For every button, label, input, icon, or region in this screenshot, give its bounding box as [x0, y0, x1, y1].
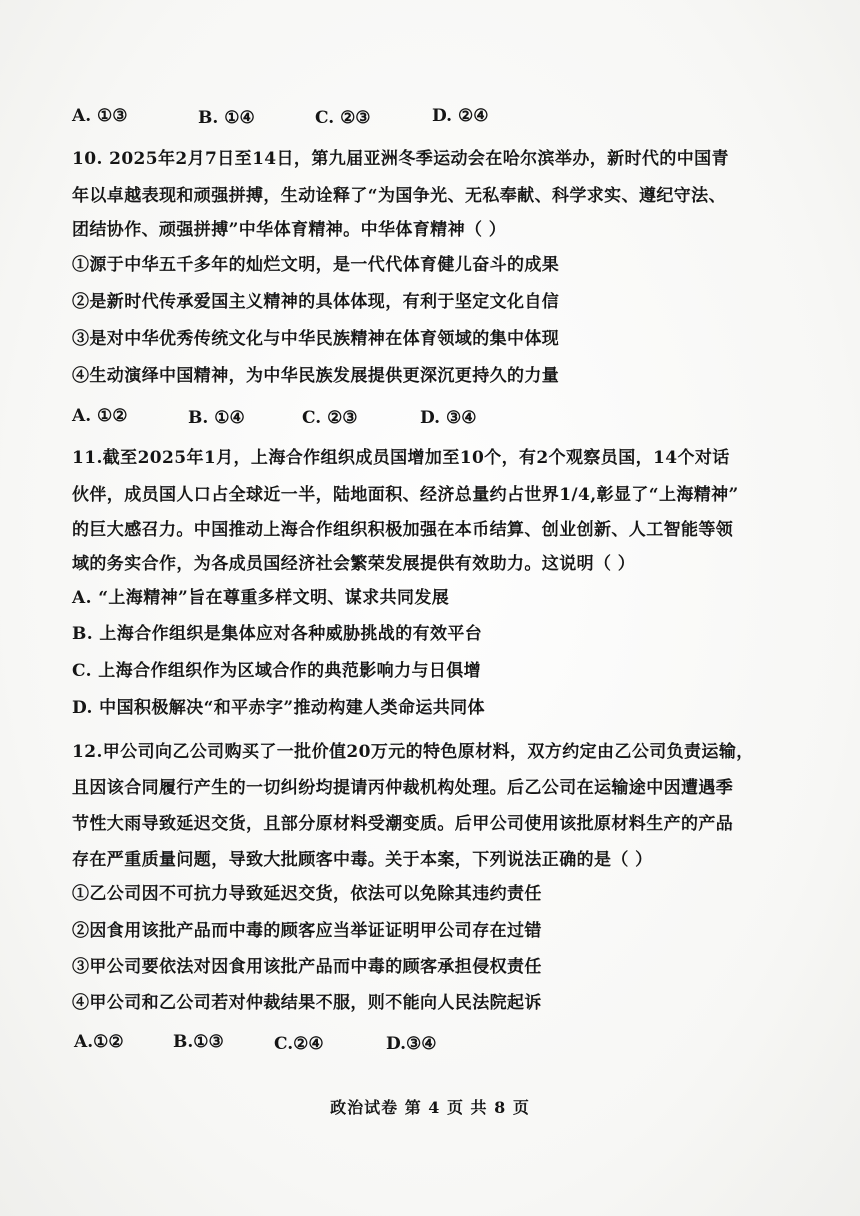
q10-stem-line-2: 年以卓越表现和顽强拼搏，生动诠释了“为国争光、无私奉献、科学求实、遵纪守法、 — [72, 186, 726, 206]
q12-statement-3: ③甲公司要依法对因食用该批产品而中毒的顾客承担侵权责任 — [72, 957, 542, 977]
q10-stem-line-1: 10. 2025年2月7日至14日，第九届亚洲冬季运动会在哈尔滨举办，新时代的中国青 — [72, 149, 729, 169]
q12-stem-line-4: 存在严重质量问题，导致大批顾客中毒。关于本案，下列说法正确的是（ ） — [72, 850, 653, 870]
q10-statement-2: ②是新时代传承爱国主义精神的具体体现，有利于坚定文化自信 — [72, 292, 560, 312]
q12-statement-1: ①乙公司因不可抗力导致延迟交货，依法可以免除其违约责任 — [72, 884, 542, 904]
q10-statement-1: ①源于中华五千多年的灿烂文明，是一代代体育健儿奋斗的成果 — [72, 255, 560, 275]
q11-stem-line-4: 域的务实合作，为各成员国经济社会繁荣发展提供有效助力。这说明（ ） — [72, 554, 636, 574]
q9-option-d: D. ②④ — [432, 106, 489, 126]
q12-option-d: D.③④ — [386, 1034, 437, 1054]
q11-stem-line-2: 伙伴，成员国人口占全球近一半，陆地面积、经济总量约占世界1/4,彰显了“上海精神” — [72, 485, 739, 505]
q11-option-c: C. 上海合作组织作为区域合作的典范影响力与日俱增 — [72, 661, 482, 681]
q9-option-c: C. ②③ — [315, 108, 371, 128]
q12-option-c: C.②④ — [274, 1034, 324, 1054]
q12-stem-line-1: 12.甲公司向乙公司购买了一批价值20万元的特色原材料，双方约定由乙公司负责运输， — [72, 742, 754, 762]
q10-statement-3: ③是对中华优秀传统文化与中华民族精神在体育领域的集中体现 — [72, 329, 560, 349]
q12-stem-line-2: 且因该合同履行产生的一切纠纷均提请丙仲裁机构处理。后乙公司在运输途中因遭遇季 — [72, 778, 734, 798]
q12-statement-2: ②因食用该批产品而中毒的顾客应当举证证明甲公司存在过错 — [72, 921, 542, 941]
q11-option-b: B. 上海合作组织是集体应对各种威胁挑战的有效平台 — [72, 624, 483, 644]
q10-option-d: D. ③④ — [420, 408, 477, 428]
q10-option-a: A. ①② — [72, 406, 128, 426]
q11-stem-line-1: 11.截至2025年1月，上海合作组织成员国增加至10个，有2个观察员国，14个对话 — [72, 448, 730, 468]
page-footer: 政治试卷 第 4 页 共 8 页 — [330, 1098, 530, 1117]
q12-stem-line-3: 节性大雨导致延迟交货，且部分原材料受潮变质。后甲公司使用该批原材料生产的产品 — [72, 814, 734, 834]
q12-statement-4: ④甲公司和乙公司若对仲裁结果不服，则不能向人民法院起诉 — [72, 993, 542, 1013]
q12-option-b: B.①③ — [173, 1032, 224, 1052]
q9-option-a: A. ①③ — [72, 106, 128, 126]
q10-option-b: B. ①④ — [188, 408, 245, 428]
q11-option-d: D. 中国积极解决“和平赤字”推动构建人类命运共同体 — [72, 698, 485, 718]
q9-option-b: B. ①④ — [198, 108, 255, 128]
q10-option-c: C. ②③ — [302, 408, 358, 428]
q11-option-a: A. “上海精神”旨在尊重多样文明、谋求共同发展 — [72, 588, 450, 608]
q12-option-a: A.①② — [74, 1032, 124, 1052]
q10-stem-line-3: 团结协作、顽强拼搏”中华体育精神。中华体育精神（ ） — [72, 220, 507, 240]
q10-statement-4: ④生动演绎中国精神，为中华民族发展提供更深沉更持久的力量 — [72, 366, 560, 386]
q11-stem-line-3: 的巨大感召力。中国推动上海合作组织积极加强在本币结算、创业创新、人工智能等领 — [72, 520, 734, 540]
